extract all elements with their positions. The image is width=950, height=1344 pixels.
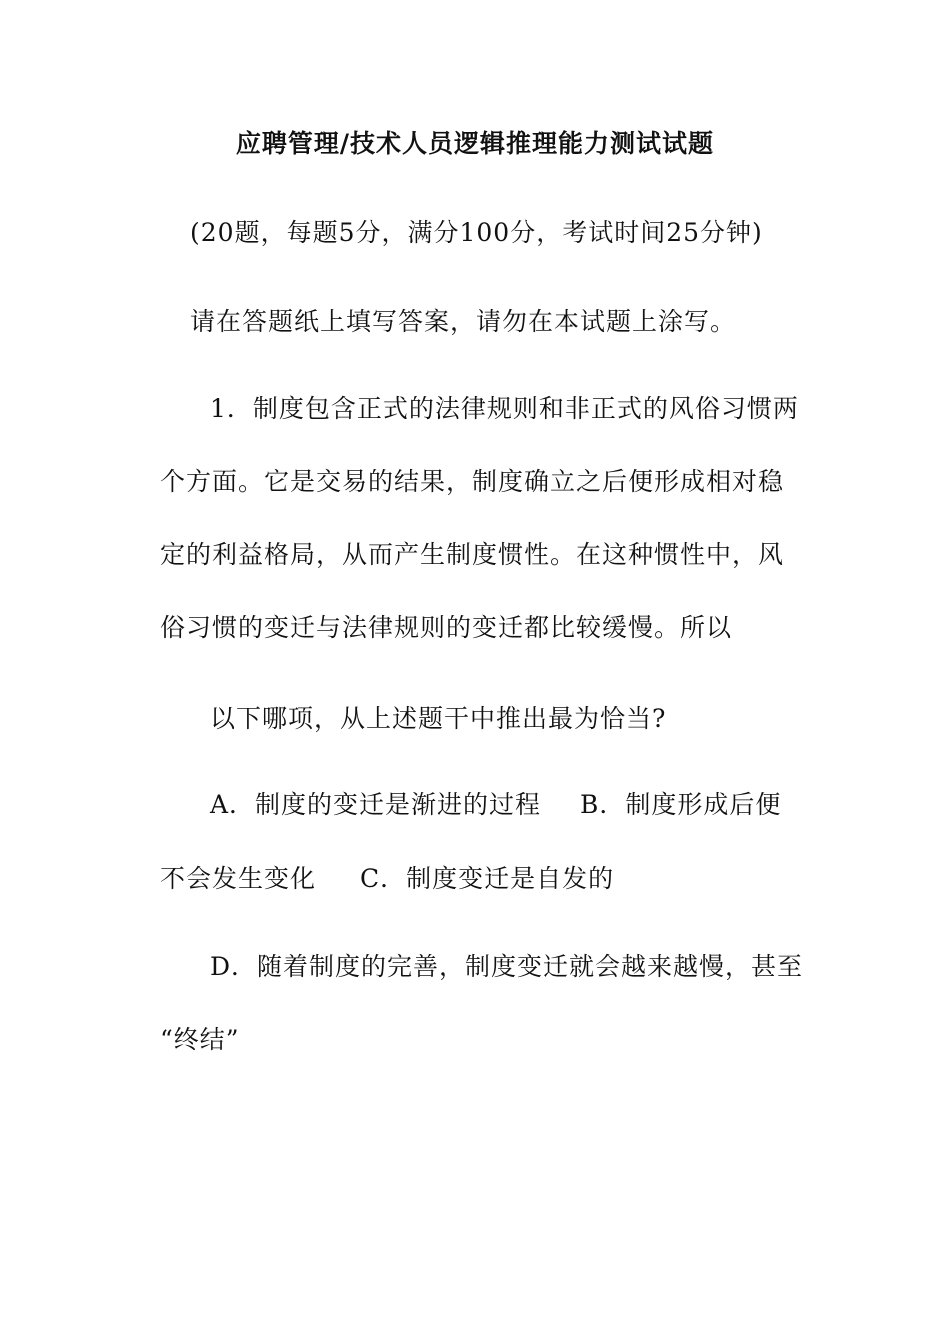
instruction-text: 请在答题纸上填写答案，请勿在本试题上涂写。 [190,307,737,336]
question-1-line-2: 个方面。它是交易的结果，制度确立之后便形成相对稳 [160,467,785,496]
question-1-line-4: 俗习惯的变迁与法律规则的变迁都比较缓慢。所以 [160,613,733,642]
option-d-line-2: “终结” [160,1025,240,1054]
exam-info-subtitle: (20题，每题5分，满分100分，考试时间25分钟) [190,218,763,247]
question-1-line-1: 1．制度包含正式的法律规则和非正式的风俗习惯两 [210,394,799,423]
option-b-part-1: B．制度形成后便 [580,790,782,819]
option-d-line-1: D．随着制度的完善，制度变迁就会越来越慢，甚至 [210,952,804,981]
option-c: C．制度变迁是自发的 [360,864,615,893]
question-1-prompt: 以下哪项，从上述题干中推出最为恰当? [210,704,667,733]
question-1-line-3: 定的利益格局，从而产生制度惯性。在这种惯性中，风 [160,540,785,569]
option-b-part-2: 不会发生变化 [160,864,317,893]
option-a: A．制度的变迁是渐进的过程 [210,790,542,819]
page-title: 应聘管理/技术人员逻辑推理能力测试试题 [235,129,715,158]
